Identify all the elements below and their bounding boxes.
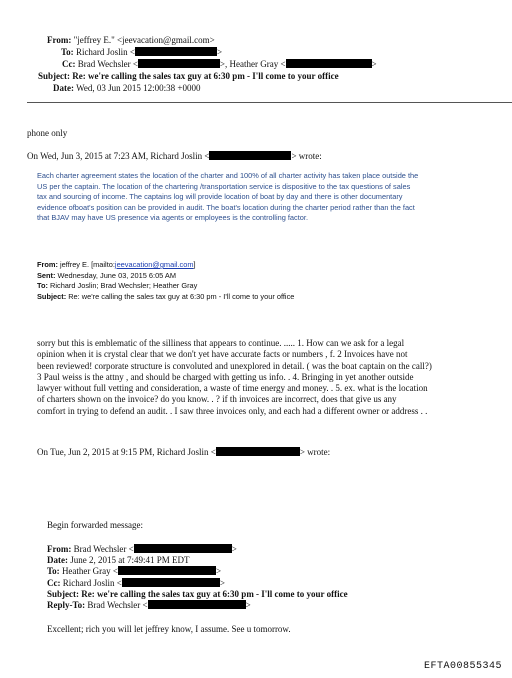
quote2-wrote: > wrote: — [299, 447, 331, 457]
fwd-to-value: Heather Gray < — [61, 566, 118, 577]
fwd-cc-value: Richard Joslin < — [62, 577, 122, 588]
header-divider — [27, 102, 512, 103]
inner-from-row — [37, 260, 294, 271]
paragraph-line: sorry but this is emblematic of the silliness that appears to continue. ..... 1. How can we ask for a legal — [37, 338, 405, 348]
header-to-label: To: — [61, 47, 74, 57]
redaction-box — [286, 59, 372, 68]
header-cc-row — [62, 59, 377, 70]
header-to-value: Richard Joslin < — [75, 47, 136, 57]
close-bracket: > — [216, 566, 222, 577]
fwd-date-label: Date: — [47, 555, 68, 566]
paragraph-line: been reviewed! corporate structure is convoluted and unexplored in detail. ( was the boat captain on the call?) — [37, 360, 432, 371]
fwd-date-row — [47, 555, 348, 566]
header-date-label: Date: — [53, 83, 74, 93]
fwd-to-row — [47, 566, 348, 577]
close-bracket: > — [219, 577, 225, 588]
redaction-box — [134, 544, 232, 553]
message-paragraph — [37, 338, 432, 417]
inner-subject-row — [37, 292, 294, 303]
redaction-box — [216, 447, 300, 456]
header-date-row — [53, 83, 200, 94]
header-date-value: Wed, 03 Jun 2015 12:00:38 +0000 — [76, 83, 201, 93]
header-cc-label: Cc: — [62, 59, 76, 69]
fwd-to-label: To: — [47, 566, 60, 577]
redaction-box — [209, 151, 291, 160]
quoted-line: tax and sourcing of income. The captains log will provide location of boat by day and there is other documentary — [37, 192, 403, 202]
phone-only-text: phone only — [27, 128, 68, 138]
header-subject-label: Subject: — [38, 71, 70, 81]
inner-to-label: To: — [37, 281, 48, 291]
quoted-line: evidence ofboat's position can be provided in audit. The boat's location during the charter period rather than the fact — [37, 202, 415, 212]
quote2-intro: On Tue, Jun 2, 2015 at 9:15 PM, Richard Joslin < — [37, 447, 216, 457]
header-cc-value-2: >, Heather Gray < — [219, 59, 286, 69]
header-from-value: "jeffrey E." <jeevacation@gmail.com> — [73, 35, 215, 45]
fwd-cc-label: Cc: — [47, 577, 61, 588]
close-bracket: > — [231, 544, 237, 554]
header-from-row — [47, 35, 215, 46]
inner-to-value: Richard Joslin; Brad Wechsler; Heather Gray — [50, 281, 198, 291]
inner-subject-label: Subject: — [37, 291, 67, 301]
fwd-from-value: Brad Wechsler < — [73, 544, 134, 554]
paragraph-line: comfort in trying to defend an audit. . I saw three invoices only, and each had a different owner or address . . — [37, 405, 428, 416]
inner-from-value: jeffrey E. [mailto: — [60, 260, 115, 269]
inner-from-label: From: — [37, 260, 58, 269]
quote1-wrote: > wrote: — [291, 151, 322, 161]
quoted-line: that BJAV may have US presence via agents or employees is the controlling factor. — [37, 213, 308, 223]
fwd-subject-label: Subject: — [47, 588, 79, 599]
inner-subject-value: Re: we're calling the sales tax guy at 6:30 pm - I'll come to your office — [68, 291, 295, 301]
header-from-label: From: — [47, 35, 72, 45]
quote1-attribution — [27, 151, 322, 162]
paragraph-line: 3 Paul weiss is the attny , and should be charged with getting us info. . 4. Bringing in yet another outside — [37, 371, 414, 382]
fwd-subject-row — [47, 589, 348, 600]
fwd-subject-value: Re: we're calling the sales tax guy at 6:30 pm - I'll come to your office — [81, 588, 348, 599]
document-id: EFTA00855345 — [423, 661, 502, 672]
inner-sent-value: Wednesday, June 03, 2015 6:05 AM — [57, 270, 177, 280]
header-subject-row — [38, 71, 339, 82]
quoted-line: US per the captain. The location of the chartering /transportation service is dispositive to the tax questions of sales — [37, 181, 411, 191]
inner-from-end: ] — [193, 260, 196, 269]
redaction-box — [122, 578, 220, 587]
header-subject-value: Re: we're calling the sales tax guy at 6:30 pm - I'll come to your office — [72, 71, 339, 81]
close-bracket: > — [245, 600, 251, 611]
redaction-box — [118, 566, 216, 575]
paragraph-line: of charters shown on the invoice? do you know. . ? if th invoices are incorrect, does that give us any — [37, 394, 397, 405]
fwd-reply-to-row — [47, 600, 348, 611]
fwd-date-value: June 2, 2015 at 7:49:41 PM EDT — [70, 555, 190, 566]
fwd-reply-label: Reply-To: — [47, 600, 86, 611]
inner-sent-label: Sent: — [37, 270, 56, 280]
forwarded-header — [47, 544, 348, 611]
header-close-bracket: > — [217, 47, 223, 57]
inner-header — [37, 260, 294, 302]
redaction-box — [138, 59, 220, 68]
header-to-row — [61, 47, 222, 58]
redaction-box — [148, 600, 246, 609]
quote1-intro: On Wed, Jun 3, 2015 at 7:23 AM, Richard Joslin < — [27, 151, 210, 161]
fwd-from-row — [47, 544, 348, 555]
inner-to-row — [37, 281, 294, 292]
header-close-bracket: > — [371, 59, 377, 69]
fwd-reply-value: Brad Wechsler < — [87, 600, 148, 611]
fwd-cc-row — [47, 578, 348, 589]
paragraph-line: lawyer without full vetting and consideration, a waste of time energy and money. . 5. ex. what is the location — [37, 383, 428, 394]
inner-sent-row — [37, 271, 294, 282]
closing-line: Excellent; rich you will let jeffrey know, I assume. See u tomorrow. — [47, 624, 291, 634]
email-link[interactable]: jeevacation@gmail.com — [114, 260, 194, 269]
quoted-line: Each charter agreement states the location of the charter and 100% of all charter activity has taken place outside the — [37, 171, 419, 180]
header-cc-value-1: Brad Wechsler < — [77, 59, 138, 69]
paragraph-line: opinion when it is crystal clear that we don't yet have accurate facts or numbers , f. 2 Invoices have not — [37, 349, 408, 360]
quoted-reply-block — [37, 171, 418, 224]
forwarded-label: Begin forwarded message: — [47, 520, 143, 530]
quote2-attribution — [37, 447, 330, 458]
fwd-from-label: From: — [47, 544, 72, 554]
redaction-box — [135, 47, 217, 56]
